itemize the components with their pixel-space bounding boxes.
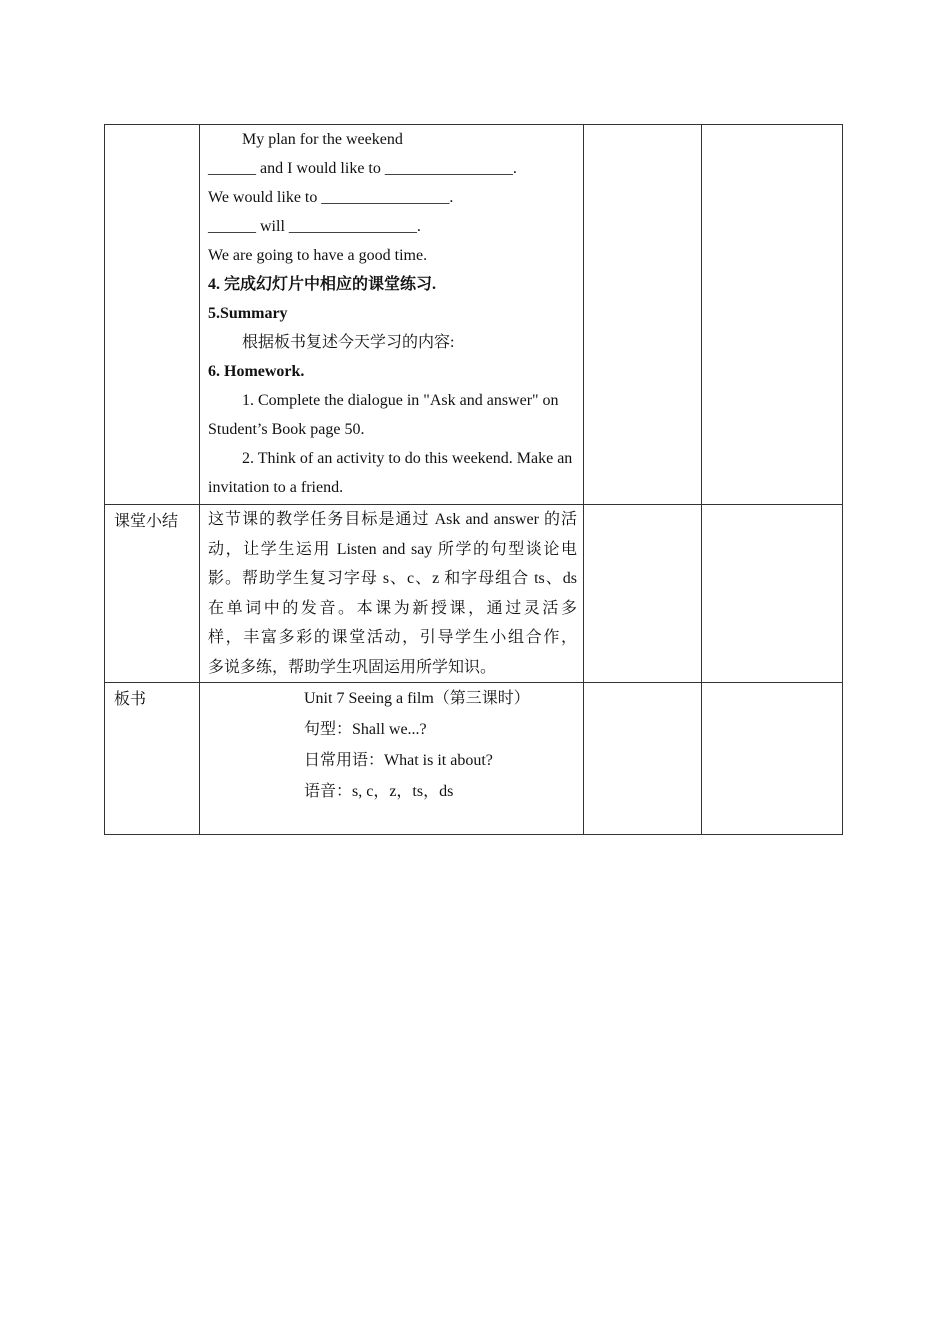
- summary-line: 在单词中的发音。本课为新授课，通过灵活多: [208, 599, 577, 617]
- summary-line: 这节课的教学任务目标是通过 Ask and answer 的活: [208, 511, 577, 528]
- empty-cell: [584, 683, 702, 835]
- plan-line: ______ and I would like to ________________.: [208, 160, 517, 177]
- empty-cell: [702, 505, 843, 683]
- summary-line: 样，丰富多彩的课堂活动，引导学生小组合作，: [208, 629, 577, 646]
- board-daily-expression: 日常用语：What is it about?: [304, 752, 493, 769]
- summary-line: 动，让学生运用 Listen and say 所学的句型谈论电: [208, 540, 577, 558]
- blackboard-row: [105, 683, 843, 835]
- procedure-label-cell: [105, 125, 200, 505]
- summary-label: 课堂小结: [114, 513, 179, 530]
- empty-cell: [702, 683, 843, 835]
- procedure-content-cell: [200, 125, 584, 505]
- plan-title: My plan for the weekend: [242, 131, 403, 148]
- empty-cell: [702, 125, 843, 505]
- lesson-plan-table: [104, 124, 843, 835]
- board-phonics: 语音：s, c，z，ts，ds: [304, 783, 454, 800]
- blackboard-content-cell: [200, 683, 584, 835]
- plan-line: ______ will ________________.: [208, 218, 421, 235]
- homework-item: 2. Think of an activity to do this weekend. Make an invitation to a friend.: [208, 450, 573, 496]
- summary-instruction: 根据板书复述今天学习的内容:: [242, 334, 455, 351]
- board-pattern: 句型：Shall we...?: [304, 721, 427, 738]
- blackboard-label: 板书: [114, 691, 147, 708]
- step-6-heading: 6. Homework.: [208, 363, 305, 380]
- procedure-row: [105, 125, 843, 505]
- summary-row: [105, 505, 843, 683]
- summary-content-cell: [200, 505, 584, 683]
- summary-line: 多说多练，帮助学生巩固运用所学知识。: [208, 658, 497, 676]
- plan-line: We would like to ________________.: [208, 189, 454, 206]
- step-4-heading: 4. 完成幻灯片中相应的课堂练习.: [208, 276, 437, 293]
- board-title: Unit 7 Seeing a film（第三课时）: [304, 690, 530, 707]
- summary-line: 影。帮助学生复习字母 s、c、z 和字母组合 ts、ds: [208, 570, 577, 587]
- plan-line: We are going to have a good time.: [208, 247, 428, 264]
- step-5-heading: 5.Summary: [208, 305, 288, 322]
- homework-item: 1. Complete the dialogue in "Ask and answer" on Student’s Book page 50.: [208, 392, 559, 438]
- empty-cell: [584, 505, 702, 683]
- empty-cell: [584, 125, 702, 505]
